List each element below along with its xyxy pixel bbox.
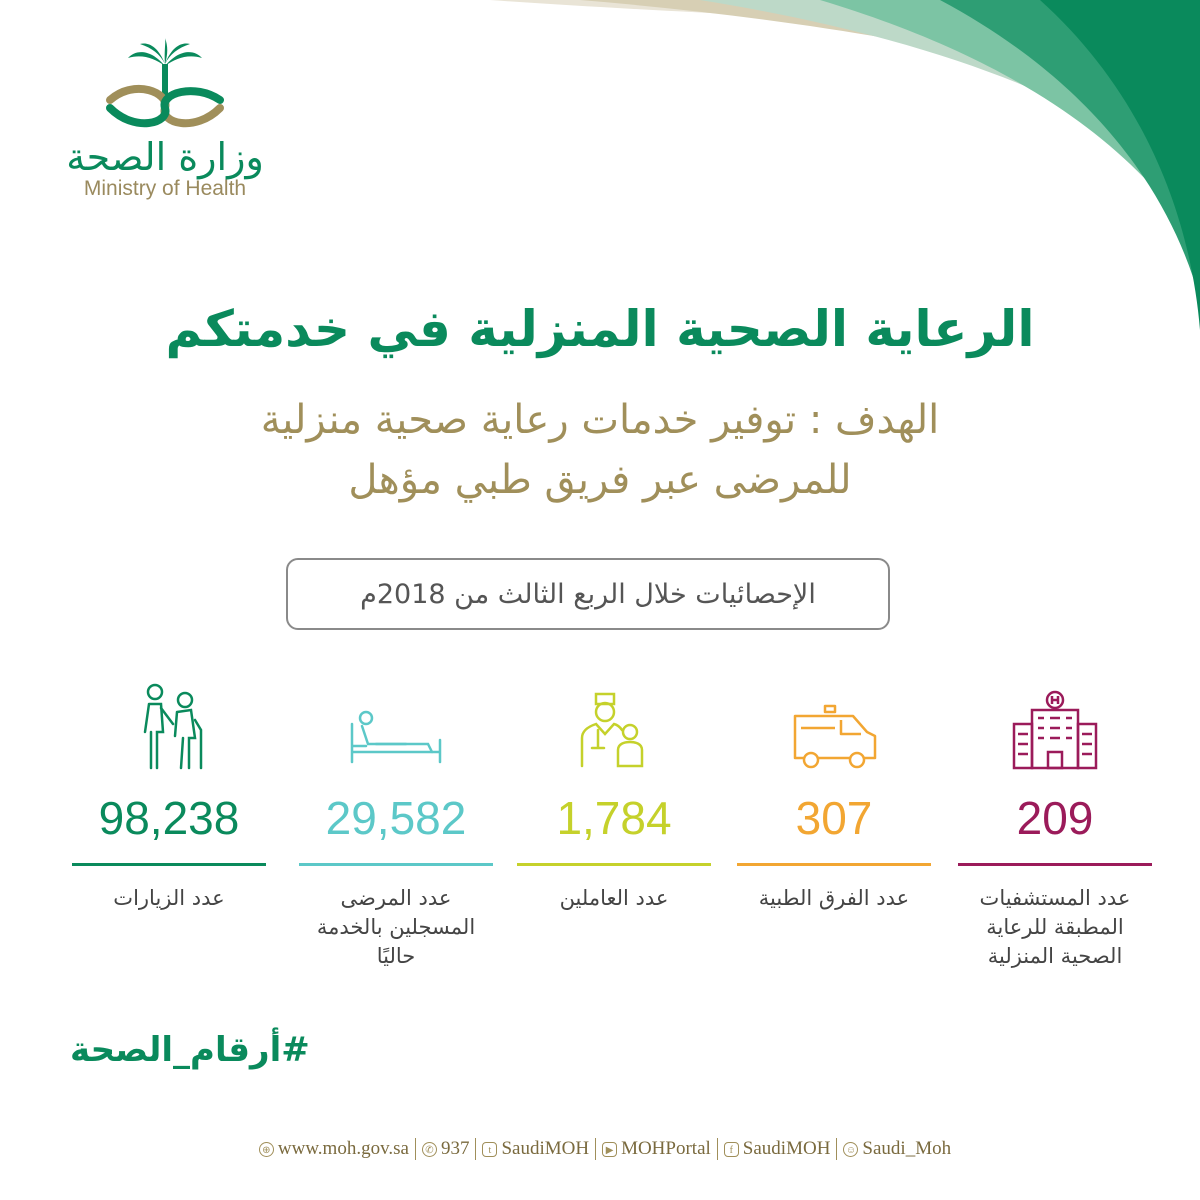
globe-icon: ⊕ [259,1142,274,1157]
footer-snapchat[interactable]: ☺ Saudi_Moh [837,1138,957,1160]
period-badge [286,558,890,630]
stat-divider [958,863,1152,866]
goal-text [150,390,1050,510]
stat-divider [299,863,493,866]
goal-line-1: الهدف : توفير خدمات رعاية صحية منزلية [260,397,940,443]
stat-label: عدد المستشفيات المطبقة للرعاية الصحية المنزلية [979,886,1131,968]
footer-contacts [230,1134,980,1164]
stat-label: عدد الزيارات [113,886,225,910]
stat-hospitals [958,680,1152,971]
twitter-icon: t [482,1142,497,1157]
logo-arabic-text: وزارة الصحة [66,135,264,179]
stat-patients [299,680,493,971]
footer-twitter[interactable]: t SaudiMOH [476,1138,595,1160]
hospital-icon [958,680,1152,770]
footer-facebook[interactable]: f SaudiMOH [718,1138,837,1160]
stat-divider [517,863,711,866]
doctor-child-icon [517,680,711,770]
stat-staff [517,680,711,913]
stat-label: عدد الفرق الطبية [758,886,910,910]
stat-value: 209 [1016,792,1094,844]
stat-value: 98,238 [98,792,240,844]
stat-visits [72,680,266,913]
stat-teams [737,680,931,913]
stat-value: 307 [795,792,873,844]
ambulance-icon [737,680,931,770]
goal-line-2: للمرضى عبر فريق طبي مؤهل [348,457,852,503]
stats-row [72,680,1152,1020]
stat-value: 1,784 [556,792,672,844]
stat-label: عدد العاملين [559,886,669,910]
snapchat-icon: ☺ [843,1142,858,1157]
logo-english-text: Ministry of Health [83,177,247,200]
facebook-icon: f [724,1142,739,1157]
palm-swords-emblem-icon [90,38,240,133]
stat-label: عدد المرضى المسجلين بالخدمة حاليًا [316,886,476,968]
period-text: الإحصائيات خلال الربع الثالث من 2018م [360,578,816,610]
footer-phone[interactable]: ✆ 937 [416,1138,476,1160]
stat-divider [72,863,266,866]
page-title: الرعاية الصحية المنزلية في خدمتكم [165,300,1035,358]
footer-website[interactable]: ⊕ www.moh.gov.sa [253,1138,415,1160]
stat-divider [737,863,931,866]
hashtag: #أرقام_الصحة [70,1030,310,1070]
phone-icon: ✆ [422,1142,437,1157]
elderly-people-icon [72,680,266,770]
youtube-icon: ▶ [602,1142,617,1157]
footer-youtube[interactable]: ▶ MOHPortal [596,1138,717,1160]
stat-value: 29,582 [325,792,467,844]
patient-bed-icon [299,680,493,770]
ministry-logo [60,38,270,218]
